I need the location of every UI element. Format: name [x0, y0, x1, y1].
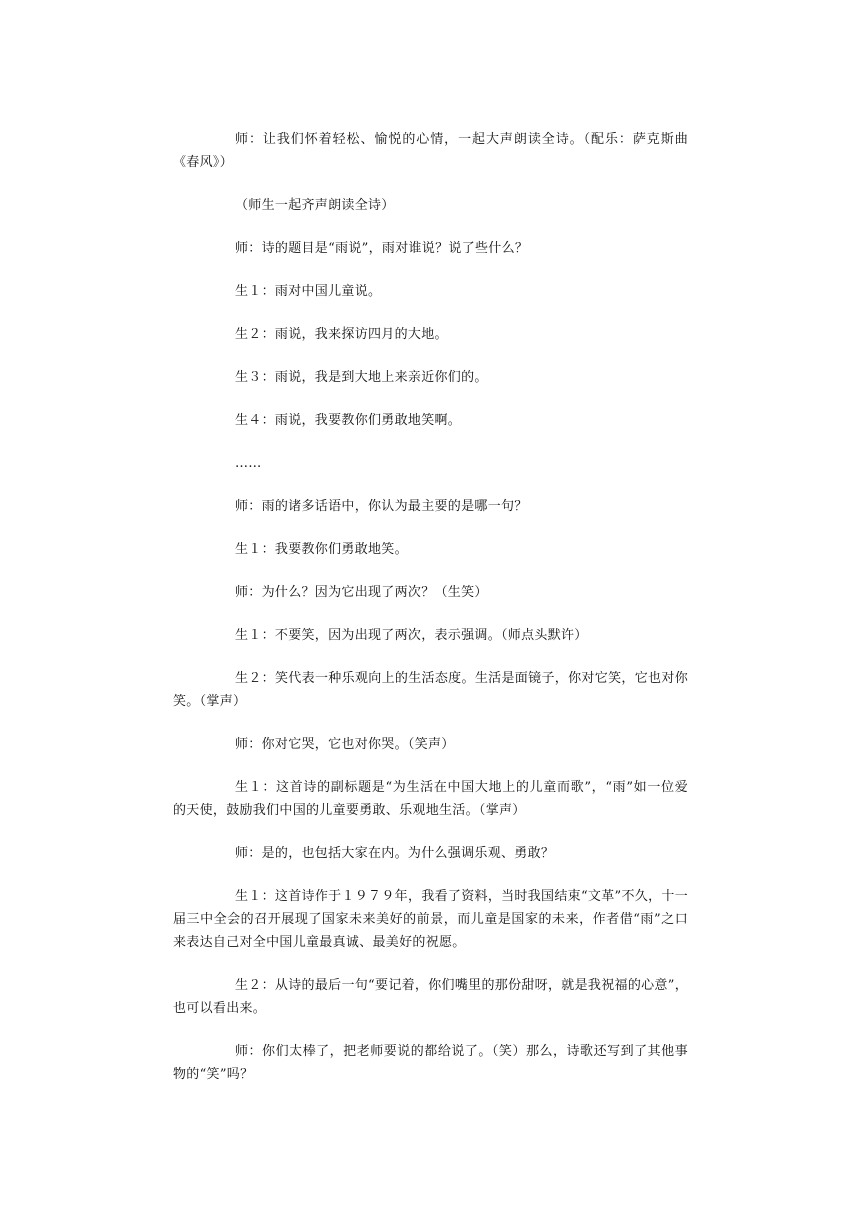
paragraph-7: 生４：雨说，我要教你们勇敢地笑啊。	[235, 413, 462, 428]
paragraph-12: 生１：不要笑，因为出现了两次，表示强调。（师点头默许）	[235, 628, 588, 643]
paragraph-6: 生３：雨说，我是到大地上来亲近你们的。	[235, 370, 488, 385]
paragraph-1: 师：让我们怀着轻松、愉悦的心情，一起大声朗读全诗。（配乐：萨克斯曲《春风》）	[173, 132, 688, 170]
paragraph-17: 生１：这首诗作于１９７９年，我看了资料，当时我国结束“文革”不久，十一届三中全会的召开展现了国家未来美好的前景，而儿童是国家的未来，作者借“雨”之口来表达自己对全中国儿童最真诚、最美好的祝愿。	[173, 889, 688, 950]
paragraph-10: 生１：我要教你们勇敢地笑。	[235, 542, 408, 557]
paragraph-14: 师：你对它哭，它也对你哭。（笑声）	[235, 737, 455, 752]
paragraph-16: 师：是的，也包括大家在内。为什么强调乐观、勇敢？	[235, 846, 555, 861]
paragraph-13: 生２：笑代表一种乐观向上的生活态度。生活是面镜子，你对它笑，它也对你笑。（掌声）	[173, 671, 688, 709]
paragraph-15: 生１：这首诗的副标题是“为生活在中国大地上的儿童而歌”，“雨”如一位爱的天使，鼓励我们中国的儿童要勇敢、乐观地生活。（掌声）	[173, 780, 688, 818]
paragraph-18: 生２：从诗的最后一句“要记着，你们嘴里的那份甜呀，就是我祝福的心意”，也可以看出来。	[173, 978, 688, 1016]
paragraph-2: （师生一起齐声朗读全诗）	[235, 198, 395, 213]
paragraph-3: 师：诗的题目是“雨说”，雨对谁说？说了些什么？	[235, 241, 529, 256]
paragraph-19: 师：你们太棒了，把老师要说的都给说了。（笑）那么，诗歌还写到了其他事物的“笑”吗？	[173, 1044, 688, 1082]
paragraph-ellipsis: ……	[235, 456, 262, 471]
paragraph-5: 生２：雨说，我来探访四月的大地。	[235, 327, 448, 342]
document-body	[173, 128, 688, 1106]
paragraph-9: 师：雨的诸多话语中，你认为最主要的是哪一句？	[235, 499, 528, 514]
paragraph-4: 生１：雨对中国儿童说。	[235, 284, 382, 299]
paragraph-11: 师：为什么？因为它出现了两次？（生笑）	[235, 585, 488, 600]
